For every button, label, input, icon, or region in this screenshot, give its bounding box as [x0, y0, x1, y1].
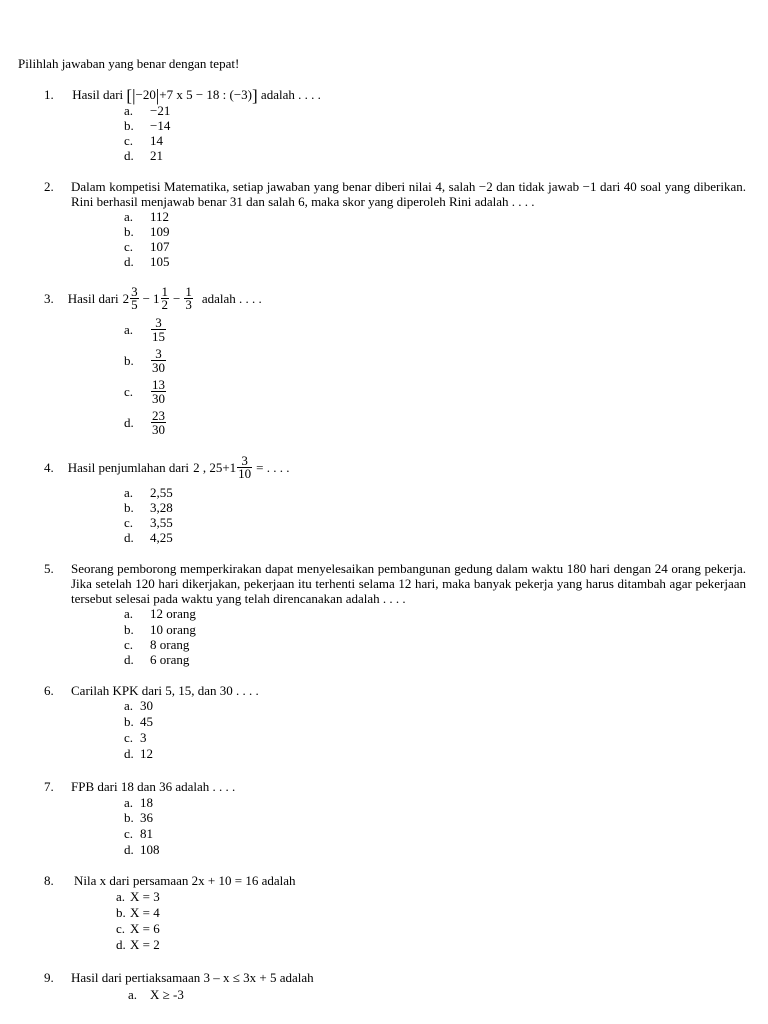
- option-2a[interactable]: a. 112: [124, 209, 170, 224]
- option-7a[interactable]: a. 18: [124, 795, 153, 810]
- instruction: Pilihlah jawaban yang benar dengan tepat!: [18, 56, 240, 71]
- question-prefix: Hasil dari: [67, 291, 119, 306]
- question-number: 3.: [44, 291, 54, 306]
- question-9-text: Hasil dari pertiaksamaan 3 – x ≤ 3x + 5 adalah: [71, 970, 314, 985]
- math-expression: [|−20|+7 x 5 − 18 : (−3)]: [126, 86, 258, 105]
- option-3a[interactable]: a. $\frac{3}{15}$: [124, 315, 165, 344]
- question-6-text: Carilah KPK dari 5, 15, dan 30 . . . .: [71, 683, 259, 698]
- question-3: 3. Hasil dari 2 $\frac{3}{5}$ − 1 $\frac{1}{2}$ − $\frac{1}{3}$ adalah . . . .: [44, 284, 262, 312]
- fraction-2: $\frac{1}{2}$: [161, 284, 168, 312]
- option-1a[interactable]: a. −21: [124, 103, 171, 118]
- option-5c[interactable]: c. 8 orang: [124, 637, 190, 652]
- question-7-text: FPB dari 18 dan 36 adalah . . . .: [71, 779, 236, 794]
- option-7d[interactable]: d. 108: [124, 842, 160, 857]
- question-number: 6.: [44, 683, 54, 698]
- option-3b[interactable]: b. $\frac{3}{30}$: [124, 346, 165, 375]
- option-4d[interactable]: d. 4,25: [124, 530, 173, 545]
- option-5b[interactable]: b. 10 orang: [124, 622, 196, 637]
- option-7b[interactable]: b. 36: [124, 810, 153, 825]
- option-1b[interactable]: b. −14: [124, 118, 171, 133]
- math-expression: 2 , 25+1: [193, 460, 237, 475]
- question-8-text: Nila x dari persamaan 2x + 10 = 16 adalah: [74, 873, 296, 888]
- question-number: 5.: [44, 561, 54, 576]
- mixed-number-1-whole: 2: [122, 291, 130, 306]
- option-3c[interactable]: c. $\frac{13}{30}$: [124, 377, 165, 406]
- option-2d[interactable]: d. 105: [124, 254, 170, 269]
- mixed-number-2-whole: 1: [153, 291, 160, 306]
- option-6b[interactable]: b. 45: [124, 714, 153, 729]
- option-2b[interactable]: b. 109: [124, 224, 170, 239]
- fraction: $\frac{3}{10}$: [238, 453, 252, 481]
- question-4: [44, 455, 290, 480]
- question-suffix: = . . . .: [256, 460, 290, 475]
- question-prefix: Hasil penjumlahan dari: [67, 460, 190, 475]
- option-6c[interactable]: c. 3: [124, 730, 147, 745]
- option-4b[interactable]: b. 3,28: [124, 500, 173, 515]
- question-number: 9.: [44, 970, 54, 985]
- fraction-3: $\frac{1}{3}$: [185, 284, 192, 312]
- option-6d[interactable]: d. 12: [124, 746, 153, 761]
- question-number: 4.: [44, 460, 54, 475]
- option-3d[interactable]: d. $\frac{23}{30}$: [124, 408, 165, 437]
- option-2c[interactable]: c. 107: [124, 239, 170, 254]
- option-4c[interactable]: c. 3,55: [124, 515, 173, 530]
- question-suffix: adalah . . . .: [201, 291, 262, 306]
- option-5d[interactable]: d. 6 orang: [124, 652, 190, 667]
- option-7c[interactable]: c. 81: [124, 826, 153, 841]
- question-suffix: adalah . . . .: [260, 87, 321, 102]
- question-prefix: Hasil dari: [72, 87, 124, 102]
- option-1d[interactable]: d. 21: [124, 148, 163, 163]
- option-8d[interactable]: d. X = 2: [116, 937, 160, 952]
- option-1c[interactable]: c. 14: [124, 133, 163, 148]
- question-number: 8.: [44, 873, 54, 888]
- question-5-text: Seorang pemborong memperkirakan dapat menyelesaikan pembangunan gedung dalam waktu 180 hari dengan 24 orang pekerja. Jika setelah 120 hari dikerjakan, pekerjaan itu terhenti selama 12 hari, maka banyak pekerja yang harus ditambah agar pekerjaan tersebut selesai pada waktu yang telah direncanakan adalah . . . .: [71, 561, 746, 606]
- option-8a[interactable]: a. X = 3: [116, 889, 160, 904]
- option-5a[interactable]: a. 12 orang: [124, 606, 196, 621]
- question-number: 7.: [44, 779, 54, 794]
- option-6a[interactable]: a. 30: [124, 698, 153, 713]
- option-4a[interactable]: a. 2,55: [124, 485, 173, 500]
- question-1: [44, 87, 321, 103]
- question-number: 1.: [44, 87, 54, 102]
- fraction-1: $\frac{3}{5}$: [131, 284, 138, 312]
- option-8c[interactable]: c. X = 6: [116, 921, 160, 936]
- option-8b[interactable]: b. X = 4: [116, 905, 160, 920]
- option-9a[interactable]: a. X ≥ -3: [128, 987, 184, 1002]
- question-2-text: Dalam kompetisi Matematika, setiap jawaban yang benar diberi nilai 4, salah −2 dan tidak jawab −1 dari 40 soal yang diberikan. Rini berhasil menjawab benar 31 dan salah 6, maka skor yang diperoleh Rini adalah . . . .: [71, 179, 746, 209]
- question-number: 2.: [44, 179, 54, 194]
